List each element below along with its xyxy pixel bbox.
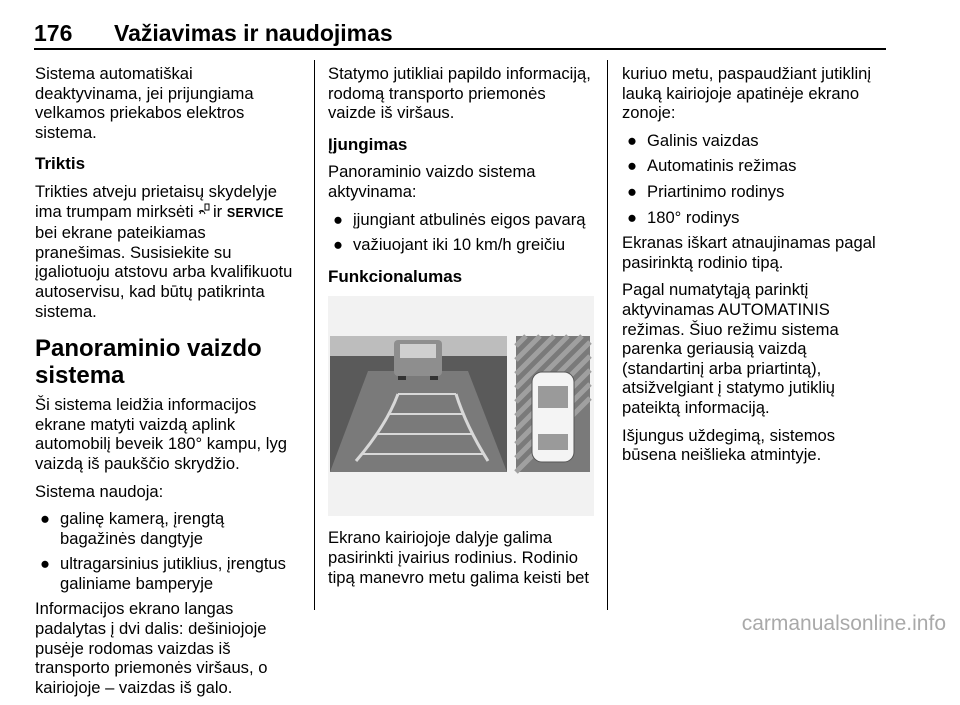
list-item [622,131,888,151]
bullet-icon: ● [40,509,51,529]
uses-paragraph: Sistema naudoja: [35,481,164,501]
bullet-icon: ● [627,130,638,150]
section-heading: Panoraminio vaizdo sistema [35,335,262,390]
activation-list [328,210,594,255]
figure-caption: Ekrano kairiojoje dalyje galima pasirinkti įvairius rodinius. Rodinio tipą manevro metu galima keisti bet [328,528,590,587]
sensor-paragraph: Statymo jutikliai papildo informaciją, rodomą transporto priemonės vaizde iš viršaus. [328,64,591,123]
column-divider-2 [607,60,608,610]
faults-heading: Triktis [35,154,86,174]
panoramic-view-figure [328,296,594,516]
ignition-paragraph: Išjungus uždegimą, sistemos būsena neišlieka atmintyje. [622,425,836,465]
bullet-icon: ● [627,207,638,227]
list-item-text: 180° rodinys [647,207,740,227]
watermark: carmanualsonline.info [741,612,946,635]
intro-paragraph: Sistema automatiškai deaktyvinama, jei prijungiama velkamos priekabos elektros sistema. [35,64,254,142]
bullet-icon: ● [627,181,638,201]
list-item [35,554,300,593]
list-item-text: įjungiant atbulinės eigos pavarą [353,209,586,229]
default-paragraph: Pagal numatytąją parinktį aktyvinamas AUTOMATINIS režimas. Šiuo režimu sistema parenka geriausią vaizdą (standartinį arba priartintą), atsižvelgiant į statymo jutiklių pateiktą informaciją. [622,280,839,417]
column-1 [35,64,300,705]
top-view [516,336,590,472]
screen-paragraph: Informacijos ekrano langas padalytas į dvi dalis: dešiniojoje pusėje rodomas vaizdas iš transporto priemonės viršaus, o kairiojoje – vaizdas iš galo. [35,599,268,697]
list-item-text: galinę kamerą, įrengtą bagažinės dangtyje [60,509,225,548]
parking-assist-icon [198,207,213,218]
service-indicator: SERVICE [226,205,284,220]
bullet-icon: ● [333,209,344,229]
faults-text-c: bei ekrane pateikiamas pranešimas. Susisiekite su įgaliotuoju atstovu arba kvalifikuotu autoservisu, kad būtų patikrinta sistema. [35,223,293,321]
list-item-text: ultragarsinius jutiklius, įrengtus galiniame bamperyje [60,554,286,593]
column-3 [622,64,888,473]
uses-list [35,509,300,593]
list-item [622,208,888,228]
bullet-icon: ● [333,235,344,255]
list-item [622,156,888,176]
activation-heading: Įjungimas [328,134,408,154]
bullet-icon: ● [627,156,638,176]
list-item [35,509,300,548]
list-item-text: važiuojant iki 10 km/h greičiu [353,235,566,255]
list-item [328,235,594,255]
refresh-paragraph: Ekranas iškart atnaujinamas pagal pasirinktą rodinio tipą. [622,233,876,272]
list-item-text: Automatinis režimas [647,156,797,176]
page-number: 176 [34,20,73,46]
camera-view-illustration [328,296,594,516]
chapter-title: Važiavimas ir naudojimas [114,20,393,46]
faults-text-b: ir [213,201,223,221]
list-item-text: Priartinimo rodinys [647,181,785,201]
rear-camera-view [330,336,507,472]
function-heading: Funkcionalumas [328,266,463,286]
bullet-icon: ● [40,554,51,574]
list-item-text: Galinis vaizdas [647,130,759,150]
section-paragraph: Ši sistema leidžia informacijos ekrane matyti vaizdą aplink automobilį beveik 180° kampu, lyg vaizdą iš paukščio skrydžio. [35,395,287,473]
column-divider-1 [314,60,315,610]
view-type-list [622,131,888,227]
faults-paragraph [35,182,300,321]
list-item [328,210,594,230]
activation-paragraph: Panoraminio vaizdo sistema aktyvinama: [328,162,536,201]
continuation-paragraph: kuriuo metu, paspaudžiant jutiklinį lauką kairiojoje apatinėje ekrano zonoje: [622,64,872,123]
column-2 [328,64,594,595]
list-item [622,182,888,202]
header-rule [34,48,886,50]
page-header [34,20,886,50]
faults-text-a: Trikties atveju prietaisų skydelyje ima trumpam mirksėti [35,181,277,221]
